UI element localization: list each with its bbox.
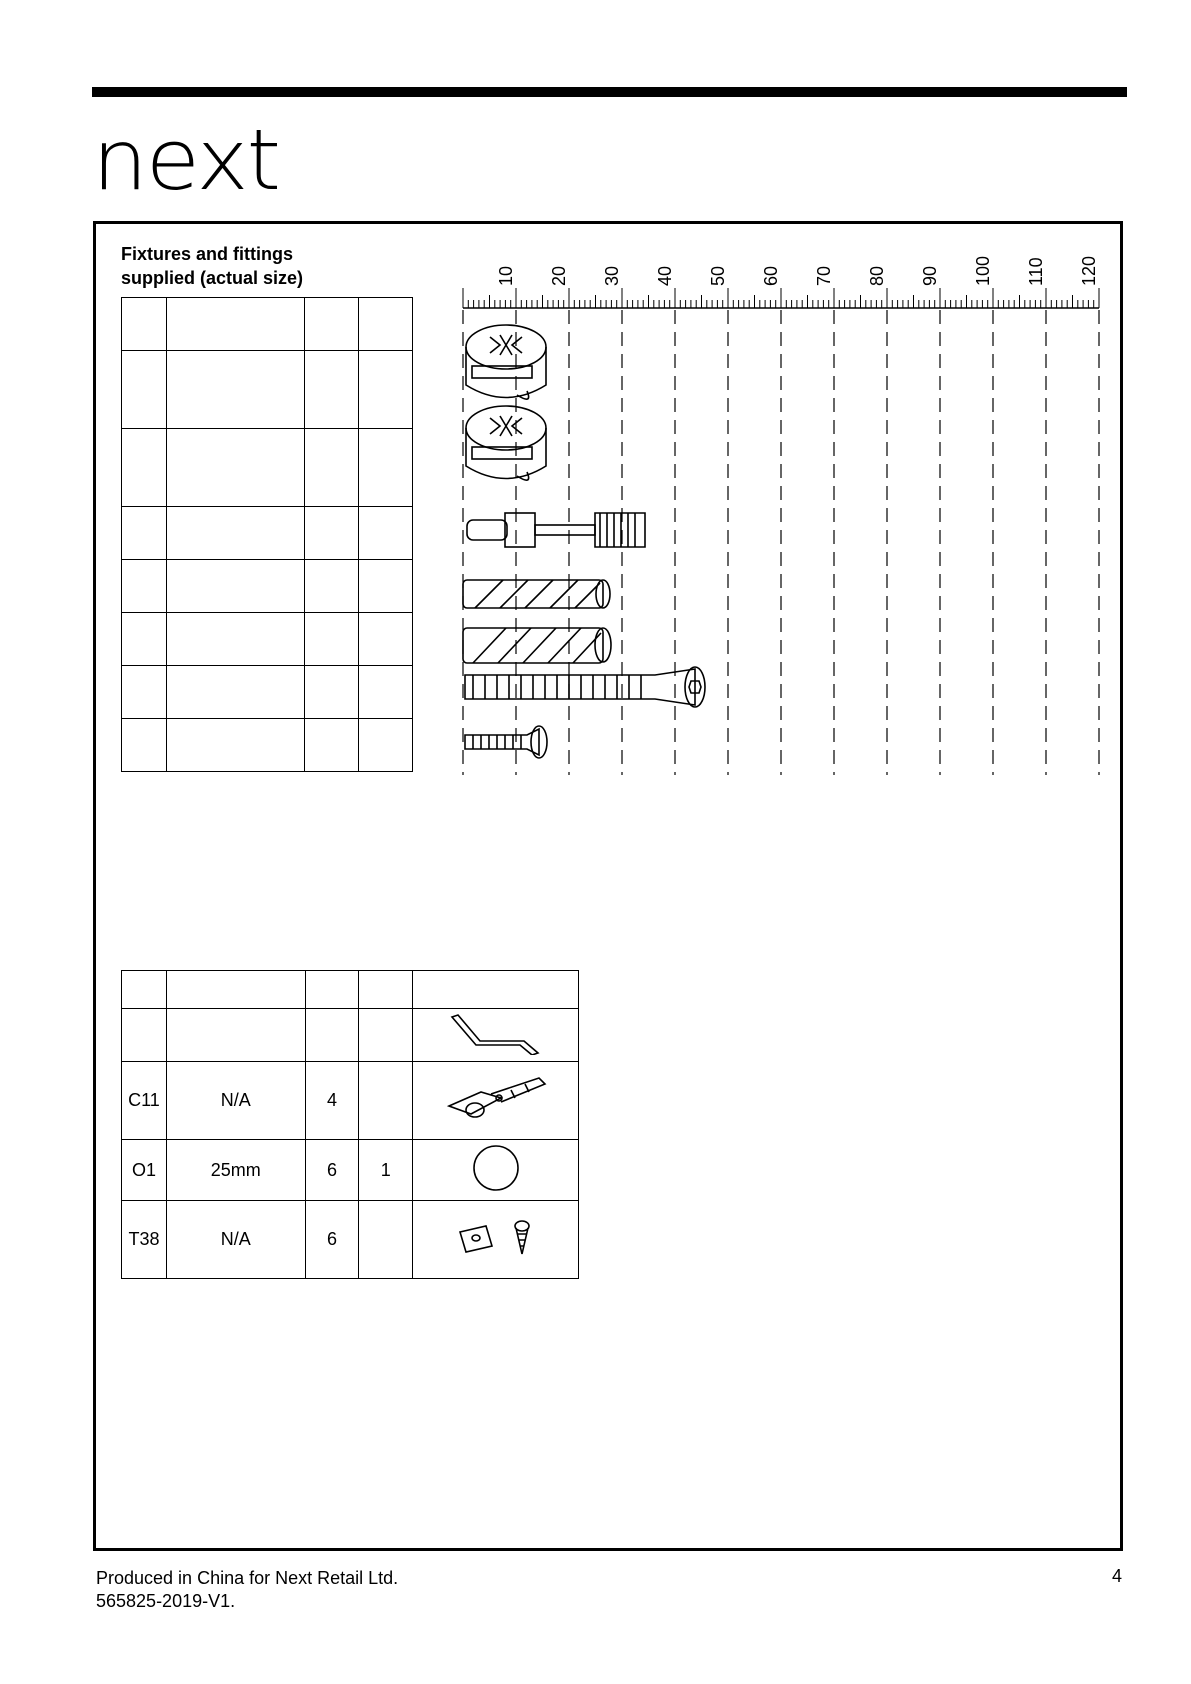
table-row (122, 666, 413, 719)
table-row (122, 507, 413, 560)
code-cell (122, 971, 167, 1009)
code-cell (122, 429, 167, 507)
qty-cell (305, 351, 359, 429)
ruler-label: 110 (1026, 257, 1046, 286)
code-cell (122, 351, 167, 429)
ruler-label: 50 (708, 265, 728, 286)
size-cell (166, 560, 305, 613)
extra-cell (359, 666, 413, 719)
table-row (122, 719, 413, 772)
cam-lock-icon (466, 406, 546, 480)
ruler-label: 100 (973, 255, 993, 286)
size-cell: N/A (166, 1201, 305, 1279)
size-cell (166, 507, 305, 560)
image-cell (413, 1009, 579, 1062)
connector-bolt-icon (467, 513, 645, 547)
code-cell: C11 (122, 1062, 167, 1140)
code-cell: T38 (122, 1201, 167, 1279)
short-screw-icon (465, 726, 547, 758)
table-row (122, 560, 413, 613)
fittings-table-bottom (121, 970, 579, 1279)
table-row (122, 613, 413, 666)
extra-cell (359, 507, 413, 560)
ruler-label: 70 (814, 265, 834, 286)
table-row (122, 971, 579, 1009)
code-cell (122, 298, 167, 351)
measurement-ruler (455, 245, 1105, 780)
size-cell (166, 298, 305, 351)
ruler-label: 10 (496, 265, 516, 286)
qty-cell (305, 971, 359, 1009)
heading-line-1: Fixtures and fittings (121, 244, 294, 264)
table-row (122, 298, 413, 351)
extra-cell (359, 613, 413, 666)
confirmat-screw-icon (465, 667, 705, 707)
extra-cell (359, 1009, 413, 1062)
page-number: 4 (1112, 1566, 1123, 1586)
table-row (122, 1140, 579, 1201)
size-cell (166, 971, 305, 1009)
qty-cell (305, 1009, 359, 1062)
qty-cell: 6 (305, 1201, 359, 1279)
extra-cell (359, 560, 413, 613)
qty-cell (305, 429, 359, 507)
ruler-label: 40 (655, 265, 675, 286)
ruler-label: 90 (920, 265, 940, 286)
footer-produced: Produced in China for Next Retail Ltd. (96, 1568, 399, 1588)
extra-cell: 1 (359, 1140, 413, 1201)
code-cell (122, 666, 167, 719)
top-rule (92, 87, 1127, 97)
footer-reference: 565825-2019-V1. (96, 1591, 236, 1611)
section-heading (121, 242, 303, 290)
cover-cap-icon (471, 1143, 521, 1193)
ruler-label: 30 (602, 265, 622, 286)
size-cell (166, 1009, 305, 1062)
extra-cell (359, 1062, 413, 1140)
code-cell (122, 719, 167, 772)
image-cell (413, 971, 579, 1009)
table-row (122, 1201, 579, 1279)
size-cell (166, 429, 305, 507)
table-row (122, 351, 413, 429)
heading-line-2: supplied (actual size) (121, 268, 304, 288)
size-cell (166, 351, 305, 429)
code-cell (122, 507, 167, 560)
extra-cell (359, 971, 413, 1009)
ruler-label: 60 (761, 265, 781, 286)
size-cell: 25mm (166, 1140, 305, 1201)
cam-lock-icon (466, 325, 546, 399)
qty-cell (305, 719, 359, 772)
code-cell (122, 613, 167, 666)
qty-cell (305, 298, 359, 351)
code-cell (122, 560, 167, 613)
size-cell (166, 613, 305, 666)
extra-cell (359, 429, 413, 507)
dowel-icon (463, 580, 610, 608)
extra-cell (359, 351, 413, 429)
image-cell (413, 1062, 579, 1140)
code-cell (122, 1009, 167, 1062)
table-row (122, 1062, 579, 1140)
qty-cell (305, 613, 359, 666)
ruler-label: 80 (867, 265, 887, 286)
table-row (122, 1009, 579, 1062)
fittings-table-top (121, 297, 413, 772)
qty-cell (305, 507, 359, 560)
size-cell (166, 719, 305, 772)
qty-cell: 6 (305, 1140, 359, 1201)
allen-key-icon (446, 1011, 546, 1055)
qty-cell (305, 666, 359, 719)
code-cell: O1 (122, 1140, 167, 1201)
image-cell (413, 1201, 579, 1279)
hinge-icon (441, 1068, 551, 1128)
extra-cell (359, 298, 413, 351)
qty-cell (305, 560, 359, 613)
size-cell: N/A (166, 1062, 305, 1140)
dowel-icon (463, 628, 611, 663)
ruler-label: 120 (1079, 255, 1099, 286)
ruler-label: 20 (549, 265, 569, 286)
image-cell (413, 1140, 579, 1201)
extra-cell (359, 1201, 413, 1279)
plate-and-screw-icon (446, 1212, 546, 1262)
qty-cell: 4 (305, 1062, 359, 1140)
brand-logo: next (92, 111, 279, 209)
size-cell (166, 666, 305, 719)
extra-cell (359, 719, 413, 772)
table-row (122, 429, 413, 507)
